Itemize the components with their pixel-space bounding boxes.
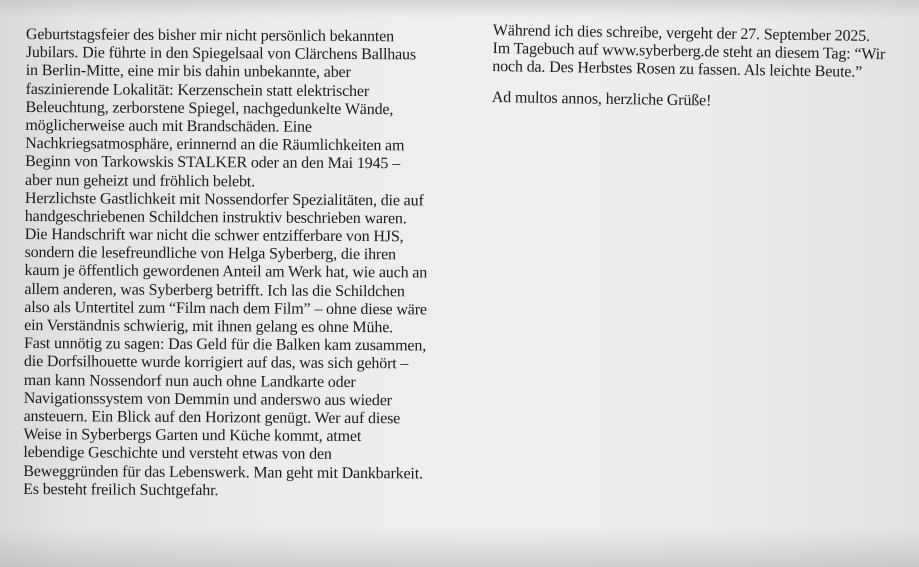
text-line: faszinierende Lokalität: Kerzenschein statt elektrischer	[25, 80, 370, 100]
text-line: ein Verständnis schwierig, mit ihnen gelang es ohne Mühe.	[24, 316, 394, 337]
text-line: sondern die lesefreundliche von Helga Syberberg, die ihren	[24, 244, 396, 264]
text-line: Beginn von Tarkowskis STALKER oder an den Mai 1945 –	[25, 153, 401, 173]
text-line: handgeschriebenen Schildchen instruktiv beschrieben waren.	[24, 207, 407, 228]
text-line: Fast unnötig zu sagen: Das Geld für die Balken kam zusammen,	[24, 335, 427, 355]
text-line: Im Tagebuch auf www.syberberg.de steht an diesem Tag: “Wir	[492, 40, 886, 64]
text-line: Nachkriegsatmosphäre, erinnernd an die Räumlichkeiten am	[25, 135, 405, 155]
text-line: Beweggründen für das Lebenswerk. Man geht mit Dankbarkeit.	[23, 462, 423, 482]
text-line: Geburtstagsfeier des bisher mir nicht persönlich bekannten	[25, 26, 395, 46]
text-line: Die Handschrift war nicht die schwer entzifferbare von HJS,	[24, 226, 404, 246]
text-line: Während ich dies schreibe, vergeht der 27. September 2025.	[492, 22, 871, 45]
text-line: die Dorfsilhouette wurde korrigiert auf das, was sich gehört –	[23, 353, 409, 373]
left-text-column	[23, 26, 466, 502]
text-line: lebendige Geschichte und versteht etwas von den	[23, 444, 332, 464]
text-line: kaum je öffentlich gewordenen Anteil am Werk hat, wie auch an	[24, 262, 428, 282]
text-line: Ad multos annos, herzliche Grüße!	[491, 88, 712, 109]
diary-paragraph	[492, 22, 913, 83]
text-line: in Berlin-Mitte, eine mir bis dahin unbekannte, aber	[25, 62, 351, 82]
text-line: allem anderen, was Syberberg betrifft. Ich las die Schildchen	[24, 280, 405, 300]
text-line: Beleuchtung, zerborstene Spiegel, nachgedunkelte Wände,	[25, 98, 394, 118]
text-line: aber nun geheizt und fröhlich belebt.	[25, 171, 256, 190]
page-shadow-bottom	[0, 527, 919, 567]
page-shadow-top	[0, 0, 919, 18]
text-line: noch da. Des Herbstes Rosen zu fassen. Als leichte Beute.”	[492, 58, 863, 82]
text-line: Herzlichste Gastlichkeit mit Nossendorfer Spezialitäten, die auf	[24, 189, 424, 210]
text-line: man kann Nossendorf nun auch ohne Landkarte oder	[23, 371, 356, 391]
text-line: Jubilars. Die führte in den Spiegelsaal von Clärchens Ballhaus	[25, 44, 417, 64]
text-line: Weise in Syberbergs Garten und Küche kommt, atmet	[23, 426, 362, 446]
text-line: Navigationssystem von Demmin und anderswo aus wieder	[23, 389, 392, 409]
text-line: Es besteht freilich Suchtgefahr.	[23, 480, 219, 499]
text-line: möglicherweise auch mit Brandschäden. Eine	[25, 116, 312, 136]
right-text-column	[492, 22, 913, 113]
text-line: ansteuern. Ein Blick auf den Horizont genügt. Wer auf diese	[23, 407, 401, 428]
text-line: also als Untertitel zum “Film nach dem Film” – ohne diese wäre	[24, 298, 427, 319]
